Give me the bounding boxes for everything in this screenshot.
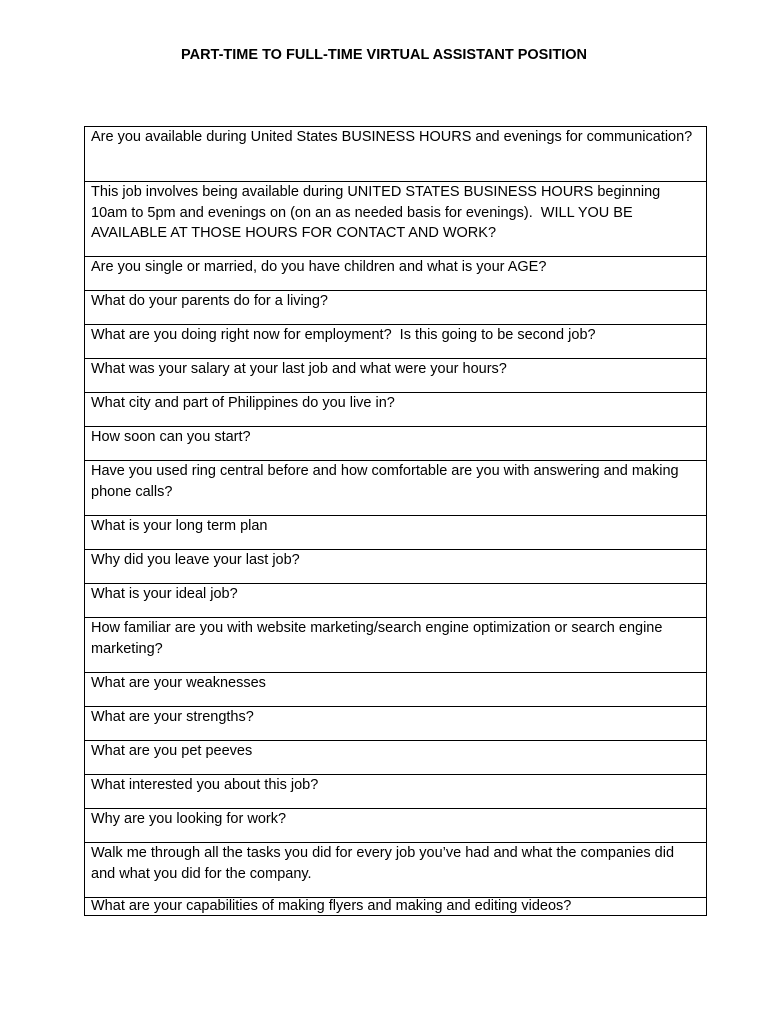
table-row bbox=[85, 898, 707, 916]
table-row bbox=[85, 741, 707, 775]
table-row bbox=[85, 393, 707, 427]
question-cell: Walk me through all the tasks you did for every job you’ve had and what the companies did and what you did for the company. bbox=[85, 843, 707, 898]
questions-table bbox=[84, 126, 707, 916]
table-row bbox=[85, 516, 707, 550]
question-cell: How familiar are you with website marketing/search engine optimization or search engine marketing? bbox=[85, 618, 707, 673]
table-row bbox=[85, 427, 707, 461]
question-cell: What are you pet peeves bbox=[85, 741, 707, 775]
table-row bbox=[85, 550, 707, 584]
table-row bbox=[85, 359, 707, 393]
question-cell: How soon can you start? bbox=[85, 427, 707, 461]
table-row bbox=[85, 843, 707, 898]
question-cell: What city and part of Philippines do you live in? bbox=[85, 393, 707, 427]
table-row bbox=[85, 182, 707, 257]
document-title: PART-TIME TO FULL-TIME VIRTUAL ASSISTANT POSITION bbox=[181, 47, 587, 63]
question-cell: Are you single or married, do you have children and what is your AGE? bbox=[85, 257, 707, 291]
table-row bbox=[85, 673, 707, 707]
table-row bbox=[85, 325, 707, 359]
table-row bbox=[85, 707, 707, 741]
question-cell: Are you available during United States BUSINESS HOURS and evenings for communication? bbox=[85, 127, 707, 182]
question-cell: What interested you about this job? bbox=[85, 775, 707, 809]
table-row bbox=[85, 127, 707, 182]
table-row bbox=[85, 775, 707, 809]
table-row bbox=[85, 257, 707, 291]
question-cell: What was your salary at your last job and what were your hours? bbox=[85, 359, 707, 393]
question-cell: What are your capabilities of making flyers and making and editing videos? bbox=[85, 898, 707, 916]
table-row bbox=[85, 461, 707, 516]
question-cell: Why did you leave your last job? bbox=[85, 550, 707, 584]
question-cell: What are you doing right now for employment? Is this going to be second job? bbox=[85, 325, 707, 359]
table-row bbox=[85, 809, 707, 843]
question-cell: Have you used ring central before and how comfortable are you with answering and making phone calls? bbox=[85, 461, 707, 516]
table-row bbox=[85, 584, 707, 618]
table-row bbox=[85, 291, 707, 325]
question-cell: What is your long term plan bbox=[85, 516, 707, 550]
question-cell: This job involves being available during UNITED STATES BUSINESS HOURS beginning 10am to 5pm and evenings on (on an as needed basis for evenings). WILL YOU BE AVAILABLE AT THOSE HOURS FOR CONTACT AND WORK? bbox=[85, 182, 707, 257]
question-cell: What are your strengths? bbox=[85, 707, 707, 741]
question-cell: What is your ideal job? bbox=[85, 584, 707, 618]
question-cell: Why are you looking for work? bbox=[85, 809, 707, 843]
question-cell: What do your parents do for a living? bbox=[85, 291, 707, 325]
table-row bbox=[85, 618, 707, 673]
question-cell: What are your weaknesses bbox=[85, 673, 707, 707]
